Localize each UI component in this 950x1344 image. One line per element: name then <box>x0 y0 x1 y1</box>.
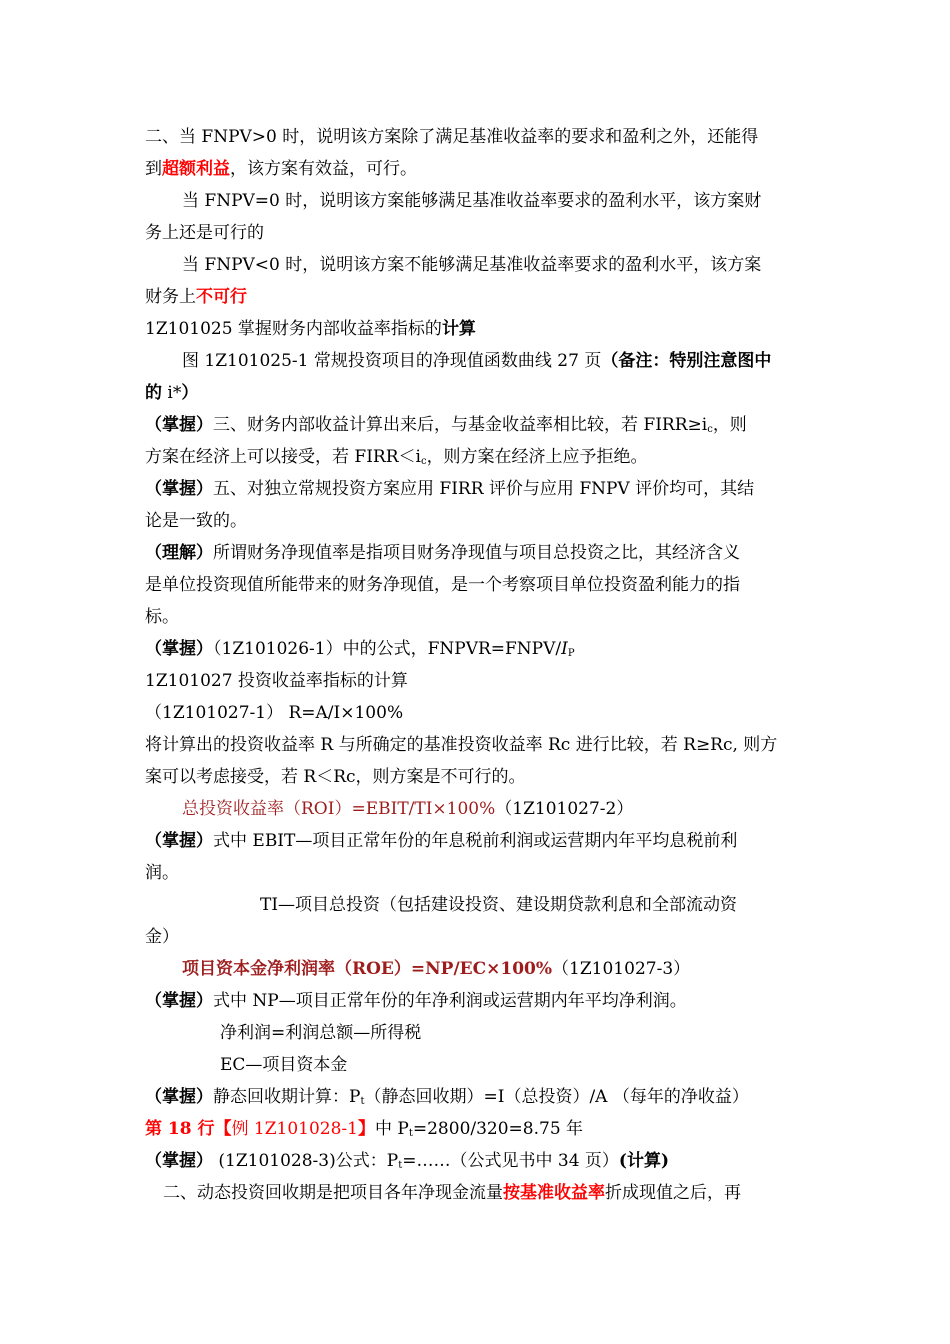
paragraph-fnpv-zero: 当 FNPV=0 时，说明该方案能够满足基准收益率要求的盈利水平，该方案财 <box>182 191 762 211</box>
highlight-benchmark-rate: 按基准收益率 <box>503 1183 605 1203</box>
paragraph-ti-definition-cont: 金） <box>145 927 179 947</box>
tag-master: （掌握） <box>145 1151 213 1171</box>
highlight-not-feasible: 不可行 <box>196 287 247 307</box>
paragraph-ec-definition: EC—项目资本金 <box>220 1055 348 1075</box>
paragraph-firr-fnpv-consistent: （掌握）五、对独立常规投资方案应用 FIRR 评价与应用 FNPV 评价均可，其结 <box>145 479 755 499</box>
paragraph-roi-compare: 将计算出的投资收益率 R 与所确定的基准投资收益率 Rc 进行比较，若 R≥Rc, 则方 <box>145 735 778 755</box>
tag-understand: （理解） <box>145 543 213 563</box>
paragraph-fnpv-negative: 当 FNPV<0 时，说明该方案不能够满足基准收益率要求的盈利水平，该方案 <box>182 255 762 275</box>
example-1z101028-1: 第 18 行【例 1Z101028-1】中 $P_t=2800/320=8.75$ 年 <box>145 1119 584 1139</box>
heading-1z101027: 1Z101027 投资收益率指标的计算 <box>145 671 408 691</box>
paragraph-fnpvr-definition: （理解）所谓财务净现值率是指项目财务净现值与项目总投资之比，其经济含义 <box>145 543 740 563</box>
heading-1z101025: 1Z101025 掌握财务内部收益率指标的计算 <box>145 319 476 339</box>
paragraph-fnpv-zero-cont: 务上还是可行的 <box>145 223 264 243</box>
paragraph-firr-fnpv-consistent-cont: 论是一致的。 <box>145 511 247 531</box>
paragraph-np-definition: （掌握）式中 NP—项目正常年份的年净利润或运营期内年平均净利润。 <box>145 991 687 1011</box>
paragraph-fnpv-positive: 二、当 FNPV>0 时，说明该方案除了满足基准收益率的要求和盈利之外，还能得 <box>145 127 759 147</box>
paragraph-ti-definition: TI—项目总投资（包括建设投资、建设期贷款利息和全部流动资 <box>260 895 738 915</box>
formula-roi: 总投资收益率（ROI）=EBIT/TI×100%（1Z101027-2） <box>182 799 634 819</box>
figure-note: 图 1Z101025-1 常规投资项目的净现值函数曲线 27 页（备注：特别注意图中 <box>182 351 772 371</box>
paragraph-ebit-definition-cont: 润。 <box>145 863 179 883</box>
formula-roe: 项目资本金净利润率（ROE）=NP/EC×100%（1Z101027-3） <box>182 959 691 979</box>
paragraph-fnpv-positive-cont: 到超额利益，该方案有效益，可行。 <box>145 159 417 179</box>
tag-master: （掌握） <box>145 1087 213 1107</box>
formula-fnpvr: （掌握）（1Z101026-1）中的公式，$FNPVR=FNPV/I_P$ <box>145 639 575 659</box>
paragraph-firr-compare: （掌握）三、财务内部收益计算出来后，与基金收益率相比较，若 $FIRR\ge i_c$，则 <box>145 415 747 435</box>
paragraph-fnpvr-definition-end: 标。 <box>145 607 179 627</box>
tag-master: （掌握） <box>145 831 213 851</box>
paragraph-ebit-definition: （掌握）式中 EBIT—项目正常年份的年息税前利润或运营期内年平均息税前利 <box>145 831 738 851</box>
paragraph-fnpv-negative-cont: 财务上不可行 <box>145 287 247 307</box>
formula-1z101027-1: （1Z101027-1） R=A/I×100% <box>145 703 404 723</box>
paragraph-net-profit: 净利润=利润总额—所得税 <box>220 1023 422 1043</box>
paragraph-fnpvr-definition-cont: 是单位投资现值所能带来的财务净现值，是一个考察项目单位投资盈利能力的指 <box>145 575 740 595</box>
paragraph-dynamic-payback: 二、动态投资回收期是把项目各年净现金流量按基准收益率折成现值之后，再 <box>163 1183 741 1203</box>
tag-master: （掌握） <box>145 991 213 1011</box>
tag-master: （掌握） <box>145 479 213 499</box>
highlight-excess-profit: 超额利益 <box>162 159 230 179</box>
paragraph-firr-compare-cont: 方案在经济上可以接受，若 $FIRR<i_c$，则方案在经济上应予拒绝。 <box>145 447 648 467</box>
paragraph-roi-compare-cont: 案可以考虑接受，若 R＜Rc，则方案是不可行的。 <box>145 767 526 787</box>
figure-note-cont: 的 i*） <box>145 383 199 403</box>
tag-master: （掌握） <box>145 415 213 435</box>
tag-master: （掌握） <box>145 639 213 659</box>
formula-static-payback: （掌握）静态回收期计算：$P_t$（静态回收期）=I（总投资）/A （每年的净收益） <box>145 1087 749 1107</box>
formula-1z101028-3: （掌握） (1Z101028-3)公式：$P_t=\dots\dots$（公式见书中 34 页）(计算) <box>145 1151 670 1171</box>
